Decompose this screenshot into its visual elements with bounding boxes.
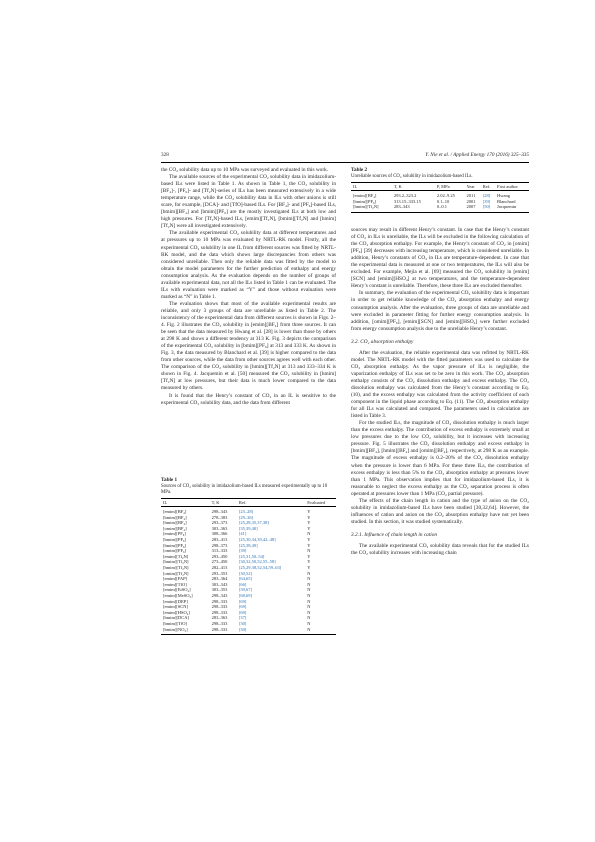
table-cell: [emim][FAP] — [163, 576, 188, 582]
table-cell: [omim][PF₆] — [163, 548, 187, 554]
table-cell: [39] — [238, 548, 247, 554]
table-cell: 303–363 — [211, 525, 228, 531]
table-cell: 313.15–333.15 — [393, 198, 421, 204]
table-cell: [30] — [237, 627, 305, 635]
table-cell: [68,69] — [238, 593, 253, 598]
table-cell: Blanchard — [497, 198, 516, 204]
table-cell: [66] — [238, 581, 247, 587]
table-cell: N — [307, 593, 311, 598]
table-cell: 2011 — [466, 193, 476, 199]
table-cell: 298–343 — [211, 509, 228, 515]
table-cell: 293–450 — [211, 553, 228, 559]
table-cell: 303–353 — [211, 587, 228, 593]
table-cell: 298–333 — [211, 620, 228, 626]
table-cell: Y — [307, 525, 311, 531]
table-cell: [39] — [482, 198, 491, 204]
table-1-caption: Sources of CO₂ solubility in imidazolium-based ILs measured experimentally up to 10 MPa. — [161, 483, 328, 495]
table-cell: [emim][BF₄] — [163, 509, 187, 515]
table-header-row — [351, 182, 529, 191]
table-cell: Y — [307, 542, 311, 548]
table-cell: N — [307, 615, 311, 621]
table-cell: [emim][Tf₂N] — [163, 553, 189, 559]
table-cell: Y — [307, 520, 311, 526]
table-cell: 282–413 — [211, 565, 228, 571]
table-cell: [bmim][NO₃] — [161, 627, 210, 635]
column-header: Ref. — [237, 498, 305, 507]
table-cell: 298–333 — [210, 627, 237, 635]
table-cell: 293–353 — [211, 570, 228, 576]
column-header: T, K — [392, 182, 435, 191]
table-cell: 298–333 — [211, 604, 228, 610]
column-header: Year — [464, 182, 480, 191]
paragraph: sources may result in different Henry’s constant. In case that the Henry’s constant of CO₂ in ILs is unreliable, the ILs will be excluded in the following calculation of the CO₂ absorption enthalpy. For example, the Henry’s constant of CO₂ in [omim][PF₆] [39] decreases with increasing temperature, which is considered unreliable. In addition, Henry’s constants of CO₂ in ILs are temperature-dependent. In case that the experimental data is measured at one or two temperatures, the ILs will also be excluded. For example, Mejía et al. [69] measured the CO₂ solubility in [emim][SCN] and [emim][HSO₄] at two temperatures, and the temperature-dependent Henry’s constant is unreliable. Therefore, these three ILs are excluded thereafter. — [351, 227, 529, 290]
table-row — [161, 593, 336, 599]
table-cell: 303–343 — [211, 581, 228, 587]
table-cell: [41] — [238, 531, 247, 537]
table-cell: 0.1–10 — [436, 198, 450, 204]
table-cell: [bmim][TfO] — [163, 620, 187, 626]
column-header: T, K — [210, 498, 237, 507]
table-cell: N — [307, 620, 311, 626]
table-cell: N — [307, 548, 311, 554]
table-cell: [39,67] — [238, 587, 253, 593]
paragraph: After the evaluation, the reliable experimental data was refitted by NRTL-RK model. The NRTL-RK model with the fitted parameters was used to calculate the CO₂ absorption enthalpy. As the vapor pressure of ILs is negligible, the vaporization enthalpy of ILs was set to be zero in this work. The CO₂ absorption enthalpy consists of the CO₂ dissolution enthalpy and excess enthalpy. The CO₂ dissolution enthalpy was calculated from the Henry’s constant according to Eq. (10), and the excess enthalpy was calculated from the activity coefficient of each component in the liquid phase according to Eq. (11). The CO₂ absorption enthalpy for all ILs was calculated and compared. The parameters used in calculation are listed in Table 3. — [351, 349, 529, 420]
table-2 — [351, 167, 529, 213]
table-cell: 283–413 — [211, 537, 228, 543]
subsection-heading: 3.2.1. Influence of chain length in cation — [351, 531, 438, 538]
column-header: IL — [351, 182, 392, 191]
table-cell: [64,65] — [238, 576, 253, 582]
table-cell: [emim][EtSO₄] — [163, 587, 191, 593]
paragraph: The evaluation shows that most of the available experimental results are reliable, and only 3 groups of data are unreliable as listed in Table 2. The inconsistency of the experimental data from different sources is shown in Figs. 2–4. Fig. 2 illustrates the CO₂ solubility in [emim][BF₄] from three sources. It can be seen that the data measured by Hwang et al. [28] is lower than those by others at 298 K and shows a different tendency at 313 K. Fig. 3 depicts the comparison of the experimental CO₂ solubility in [bmim][PF₆] at 313 and 333 K. As shown in Fig. 3, the data measured by Blanchard et al. [39] is higher compared to the data from other sources, while the data from other sources agrees well with each other. The comparison of the CO₂ solubility in [hmim][Tf₂N] at 313 and 333–334 K is shown in Fig. 4. Jacquemin et al. [50] measured the CO₂ solubility in [hmim][Tf₂N] at low pressures, but their data is much lower compared to the data measured by others. — [161, 300, 336, 392]
table-cell: Y — [307, 509, 311, 515]
table-cell: 2001 — [466, 198, 476, 204]
running-header — [161, 152, 529, 163]
table-2-title: Table 2 — [351, 167, 368, 173]
table-cell: Y — [307, 514, 311, 520]
table-cell: N — [307, 531, 311, 537]
table-1-title: Table 1 — [161, 477, 178, 483]
table-row — [351, 204, 529, 212]
paragraph: the CO₂ solubility data up to 10 MPa was surveyed and evaluated in this work. — [161, 167, 329, 173]
paragraph: The available experimental CO₂ solubility data at different temperatures and at pressures up to 10 MPa was evaluated by NRTL-RK model. Firstly, all the experimental CO₂ solubility in one IL from different sources was fitted by NRTL-RK model, and the data which shows large discrepancies from others was considered unreliable. Then only the reliable data was fitted by the model to obtain the model parameters for the further prediction of enthalpy and energy consumption analysis. As the evaluation depends on the number of groups of available experimental data, not all the ILs listed in Table 1 can be evaluated. The ILs with evaluation were marked as “Y” and those without evaluation were marked as “N” in Table 1. — [161, 230, 336, 300]
table-1-grid — [161, 498, 336, 636]
table-cell: [emim][DEP] — [163, 598, 188, 604]
table-1 — [161, 477, 336, 635]
table-cell: [69] — [238, 604, 247, 610]
table-cell: 298–373 — [211, 542, 228, 548]
paragraph: The available sources of the experimental CO₂ solubility data in imidazolium-based ILs were listed in Table 1. As shown in Table 1, the CO₂ solubility in [BF₄]-, [PF₆]- and [Tf₂N]-series of ILs has been measured extensively in a wide temperature range, while the CO₂ solubility data in ILs with other anions is still scare, for example, [DCA]- and [TfO]-based ILs. For [BF₄]- and [PF₆]-based ILs, [bmim][BF₄] and [bmim][PF₆] are the mostly investigated ILs at both low and high pressures. For [Tf₂N]-based ILs, [emim][Tf₂N], [bmim][Tf₂N] and [hmim][Tf₂N] were all investigated extensively. — [161, 174, 336, 230]
table-cell: 298–333 — [211, 609, 228, 615]
table-cell: [25,31,50–54] — [238, 553, 265, 559]
table-cell: [30] — [238, 620, 247, 626]
table-row — [161, 507, 336, 515]
table-cell: [30,32,50,52,55–58] — [238, 559, 276, 565]
paragraph: In summary, the evaluation of the experimental CO₂ solubility data is important in order to get reliable knowledge of the CO₂ absorption enthalpy and energy consumption analysis. After the evaluation, three groups of data are unreliable and were excluded in parameter fitting for further energy consumption analysis. In addition, [omim][PF₆], [emim][SCN] and [emim][HSO₄] were further excluded from energy consumption analysis due to the unreliable Henry’s constant. — [351, 290, 529, 332]
table-cell: 313–333 — [211, 548, 228, 554]
table-cell: N — [307, 604, 311, 610]
table-cell: Jacquemin — [495, 204, 529, 212]
column-header: P, MPa — [435, 182, 465, 191]
table-2-grid — [351, 182, 529, 213]
table-cell: 298–343 — [211, 593, 228, 598]
table-cell: [emim][TfO] — [163, 581, 187, 587]
table-cell: [bmim][DCA] — [163, 615, 189, 621]
table-body — [161, 507, 336, 635]
table-cell: 278–383 — [211, 514, 228, 520]
table-cell: [emim][PF₆] — [163, 531, 186, 537]
paragraph: The effects of the chain length in cation and the type of anion on the CO₂ solubility in imidazolium-based ILs have been studied [30,32,64]. However, the influences of cation and anion on the CO₂ absorption enthalpy have not yet been studied. In this section, it was studied systematically. — [351, 497, 529, 525]
running-title: Y. Nie et al. / Applied Energy 170 (2016) 325–335 — [425, 152, 529, 158]
table-row — [161, 565, 336, 571]
table-cell: [25–28] — [238, 509, 254, 515]
table-cell: 283–364 — [211, 576, 228, 582]
table-cell: [emim][MeSO₃] — [163, 593, 193, 598]
table-cell: 273–450 — [211, 559, 228, 565]
table-cell: N — [307, 587, 311, 593]
column-header: Ref. — [481, 182, 495, 191]
left-column — [161, 167, 336, 407]
table-cell: [25,30,34,39,42–48] — [238, 537, 276, 543]
table-cell: [emim][HSO₄] — [163, 609, 190, 615]
table-cell: [bmim][PF₆] — [163, 537, 187, 543]
table-cell: N — [307, 576, 311, 582]
table-cell: 293.2–323.2 — [393, 193, 417, 199]
table-cell: N — [307, 609, 311, 615]
table-cell: [emim][SCN] — [163, 604, 188, 610]
column-header: Evaluated — [305, 498, 336, 507]
table-row — [351, 191, 529, 199]
table-2-caption: Unreliable sources of CO₂ solubility in imidazolium-based ILs. — [351, 173, 473, 179]
table-cell: [37] — [238, 615, 247, 621]
table-cell: [hmim][PF₆] — [163, 542, 187, 548]
table-cell: [hmim][Tf₂N] — [163, 565, 189, 571]
table-cell: N — [305, 627, 336, 635]
page-number: 328 — [161, 152, 169, 158]
table-cell: [bmim][PF₆] — [353, 198, 377, 204]
column-header: IL — [161, 498, 210, 507]
section-heading: 3.2. CO₂ absorption enthalpy — [351, 338, 414, 345]
table-cell: [25,29,38,52,54,59–63] — [238, 565, 282, 571]
table-cell: 283–343 — [392, 204, 435, 212]
right-column — [351, 227, 529, 557]
table-cell: Y — [307, 559, 311, 565]
table-cell: 2007 — [464, 204, 480, 212]
table-cell: 0–0.1 — [435, 204, 465, 212]
table-cell: [69] — [238, 609, 247, 615]
table-cell: N — [307, 581, 311, 587]
table-cell: [omim][BF₄] — [163, 525, 187, 531]
table-cell: [28] — [482, 193, 491, 199]
table-cell: N — [307, 598, 311, 604]
table-cell: 2.02–9.25 — [436, 193, 455, 199]
table-row — [161, 627, 336, 635]
table-cell: [bmim][BF₄] — [163, 514, 187, 520]
table-cell: [emim][BF₄] — [353, 193, 377, 199]
table-cell: [25,28,35,37,38] — [238, 520, 269, 526]
table-cell: [25,38,49] — [238, 542, 258, 548]
table-cell: 293–373 — [211, 520, 228, 526]
column-header: First author — [495, 182, 529, 191]
table-cell: 308–366 — [211, 531, 228, 537]
table-cell: [29–36] — [238, 514, 254, 520]
table-cell: [omim][Tf₂N] — [163, 570, 189, 576]
table-header-row — [161, 498, 336, 507]
table-cell: [69] — [238, 598, 247, 604]
table-cell: Y — [307, 553, 311, 559]
table-cell: N — [307, 570, 311, 576]
table-cell: 298–333 — [211, 598, 228, 604]
table-cell: [hmim][Tf₂N] — [351, 204, 392, 212]
table-cell: [50] — [481, 204, 495, 212]
paragraph: The available experimental CO₂ solubility data reveals that for the studied ILs the CO₂ solubility increases with increasing chain — [351, 542, 529, 557]
table-cell: Y — [307, 565, 311, 571]
table-cell: 283–363 — [211, 615, 228, 621]
paragraph: It is found that the Henry’s constant of CO₂ in an IL is sensitive to the experimental CO₂ solubility data, and the data from different — [161, 392, 336, 406]
table-cell: [bmim][Tf₂N] — [163, 559, 189, 565]
table-cell: [35,39,40] — [238, 525, 258, 531]
table-cell: [30,52] — [238, 570, 253, 576]
table-body — [351, 191, 529, 213]
table-cell: Hwang — [497, 193, 511, 199]
paragraph: For the studied ILs, the magnitude of CO₂ dissolution enthalpy is much larger than the excess enthalpy. The contribution of excess enthalpy is extremely small at low pressures due to the low CO₂ solubility, but it increases with increasing pressure. Fig. 5 illustrates the CO₂ dissolution enthalpy and excess enthalpy in [bmim][BF₄], [hmim][BF₄] and [omim][BF₄], respectively, at 298 K as an example. The magnitude of excess enthalpy is 0.2–20% of the CO₂ dissolution enthalpy when the pressure is lower than 6 MPa. For these three ILs, the contribution of excess enthalpy is less than 5% to the CO₂ absorption enthalpy at pressures lower than 1 MPa. This observation implies that for imidazolium-based ILs, it is reasonable to neglect the excess enthalpy as the CO₂ separation process is often operated at pressures lower than 1 MPa (CO₂ partial pressure). — [351, 420, 529, 497]
table-cell: Y — [307, 537, 311, 543]
table-cell: [hmim][BF₄] — [163, 520, 187, 526]
